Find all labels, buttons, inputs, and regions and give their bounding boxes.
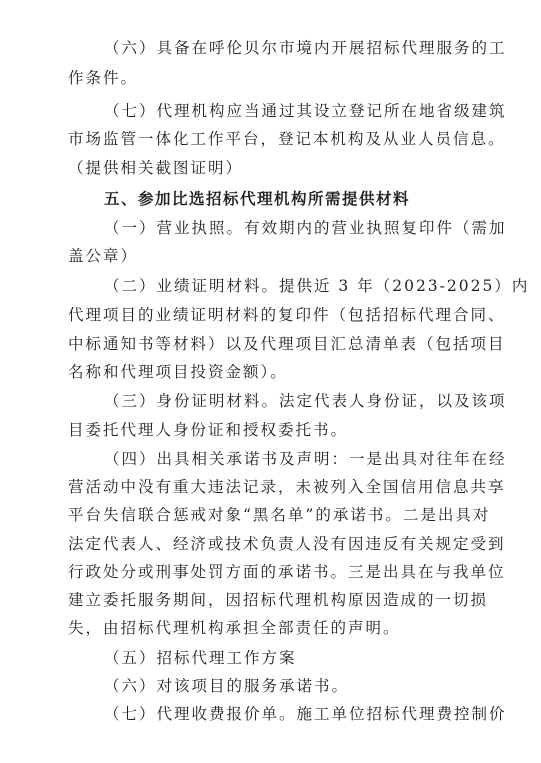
- item-7-line-2: 市场监管一体化工作平台，登记本机构及从业人员信息。: [68, 130, 506, 148]
- material-5-line-1: （五）招标代理工作方案: [104, 649, 297, 667]
- material-1-line-2: 盖公章）: [68, 247, 139, 265]
- material-4-line-7: 失，由招标代理机构承担全部责任的声明。: [68, 619, 401, 637]
- material-3-line-1: （三）身份证明材料。法定代表人身份证，以及该项: [104, 392, 507, 410]
- item-7-line-3: （提供相关截图证明）: [68, 159, 244, 177]
- item-7-line-1: （七）代理机构应当通过其设立登记所在地省级建筑: [104, 102, 507, 120]
- material-2-line-1: （二）业绩证明材料。提供近 3 年（2023-2025）内: [104, 277, 530, 295]
- item-6-line-2: 作条件。: [68, 69, 139, 87]
- material-6-line-1: （六）对该项目的服务承诺书。: [104, 677, 350, 695]
- material-2-line-2: 代理项目的业绩证明材料的复印件（包括招标代理合同、: [68, 306, 506, 324]
- item-6-line-1: （六）具备在呼伦贝尔市境内开展招标代理服务的工: [104, 39, 507, 57]
- material-4-line-6: 建立委托服务期间，因招标代理机构原因造成的一切损: [68, 591, 489, 609]
- material-2-line-3: 中标通知书等材料）以及代理项目汇总清单表（包括项目: [68, 335, 506, 353]
- material-4-line-5: 行政处分或刑事处罚方面的承诺书。三是出具在与我单位: [68, 563, 506, 581]
- material-1-line-1: （一）营业执照。有效期内的营业执照复印件（需加: [104, 219, 507, 237]
- material-4-line-1: （四）出具相关承诺书及声明：一是出具对往年在经: [104, 450, 507, 468]
- material-4-line-3: 平台失信联合惩戒对象“黑名单”的承诺书。二是出具对: [68, 506, 491, 524]
- material-4-line-2: 营活动中没有重大违法记录，未被列入全国信用信息共享: [68, 478, 506, 496]
- material-3-line-2: 目委托代理人身份证和授权委托书。: [68, 421, 349, 439]
- material-2-line-4: 名称和代理项目投资金额）。: [68, 363, 288, 381]
- material-7-line-1: （七）代理收费报价单。施工单位招标代理费控制价: [104, 705, 507, 723]
- section-5-heading: 五、参加比选招标代理机构所需提供材料: [104, 190, 411, 208]
- material-4-line-4: 法定代表人、经济或技术负责人没有因违反有关规定受到: [68, 535, 506, 553]
